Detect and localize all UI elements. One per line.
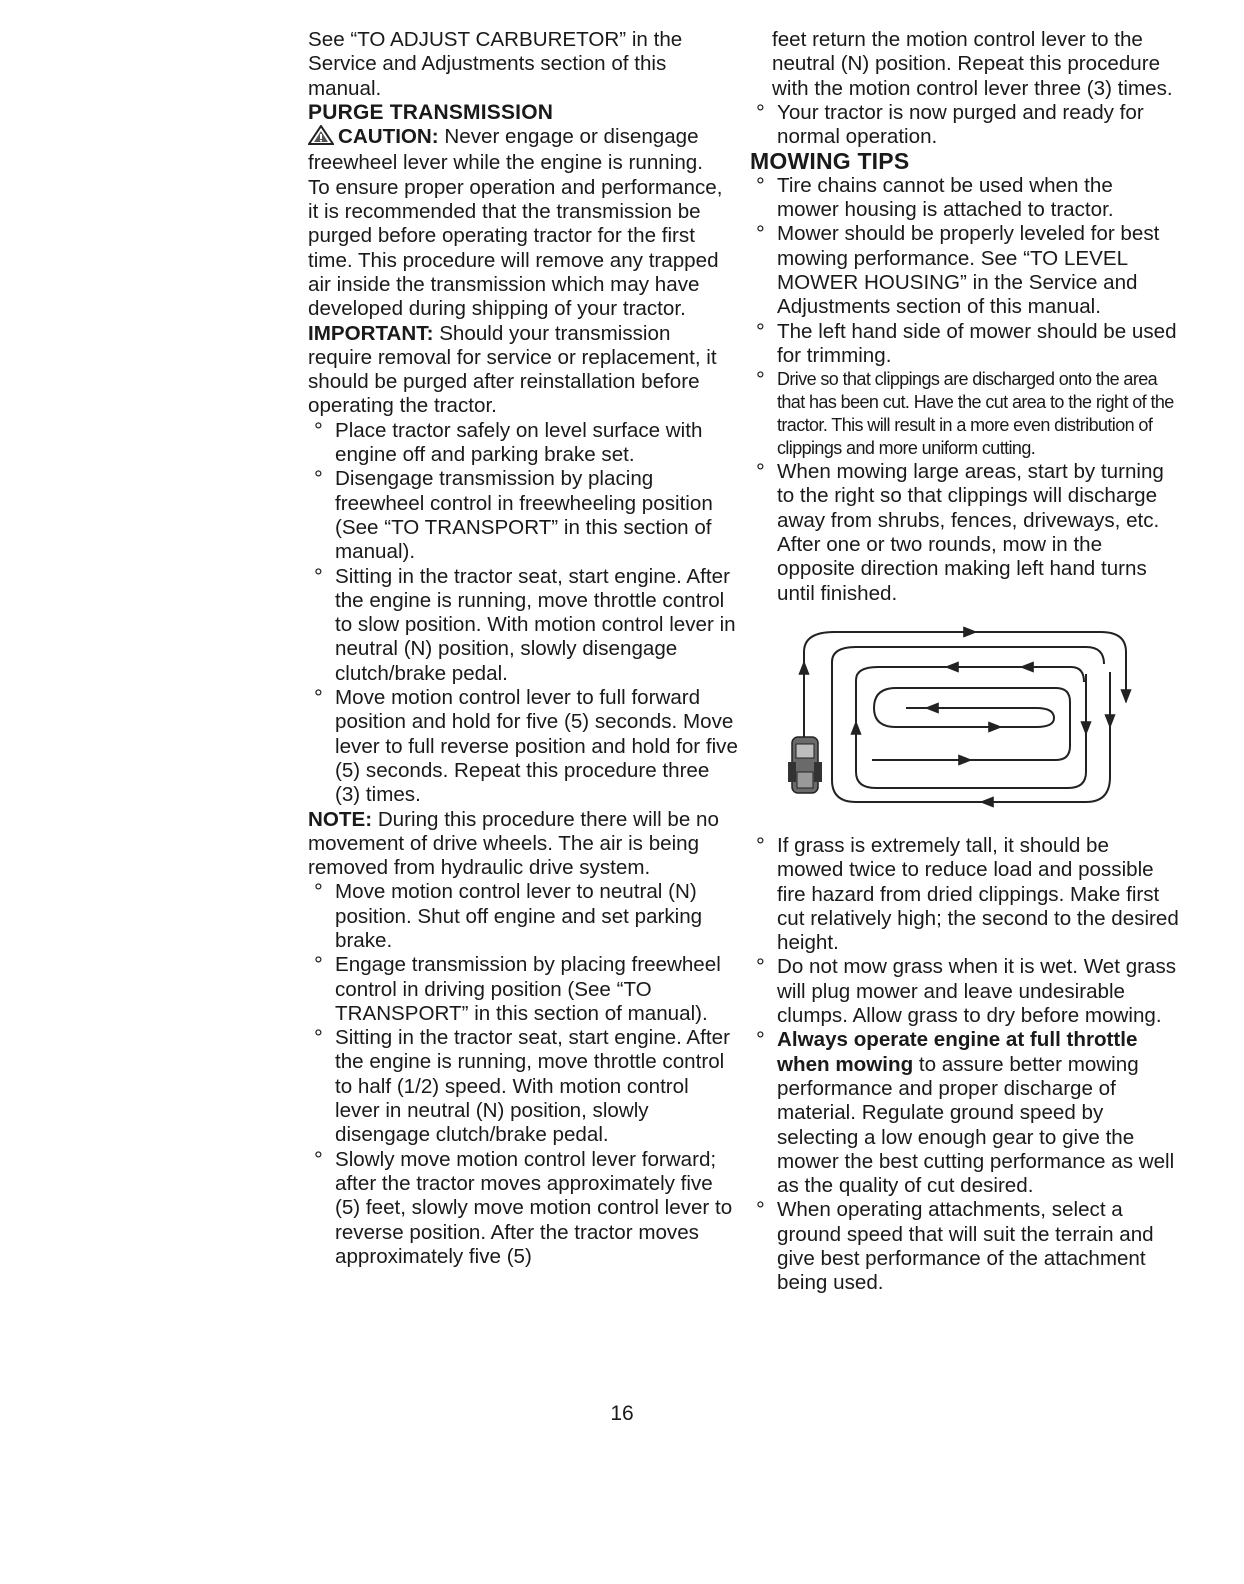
caution-paragraph bbox=[308, 125, 738, 176]
list-item bbox=[750, 1028, 1180, 1198]
list-item: ° When operating attachments, select a ground speed that will suit the terrain and give best performance of the attachment being used. bbox=[750, 1198, 1180, 1295]
important-paragraph bbox=[308, 322, 738, 419]
loop-2-path bbox=[832, 647, 1110, 802]
list-item: ° Engage transmission by placing freewheel control in driving position (See “TO TRANSPORT” in this section of manual). bbox=[308, 953, 738, 1026]
left-column bbox=[308, 28, 738, 1269]
right-column bbox=[750, 28, 1180, 1296]
list-item: ° Do not mow grass when it is wet. Wet grass will plug mower and leave undesirable clumps. Allow grass to dry before mowing. bbox=[750, 955, 1180, 1028]
throttle-text: to assure better mowing performance and proper discharge of material. Regulate ground speed by selecting a low enough gear to give the mower the best cutting performance as well as the quality of cut desired. bbox=[777, 1052, 1175, 1198]
purge-steps-list-b bbox=[308, 880, 738, 1269]
list-item: ° The left hand side of mower should be used for trimming. bbox=[750, 320, 1180, 369]
note-text: During this procedure there will be no movement of drive wheels. The air is being removed from hydraulic drive system. bbox=[308, 807, 719, 880]
list-item: ° Slowly move motion control lever forward; after the tractor moves approximately five (5) feet, slowly move motion control lever to reverse position. After the tractor moves approximately five (5) bbox=[308, 1148, 738, 1269]
throttle-bold-text: Always operate engine at full throttle when mowing bbox=[777, 1028, 1138, 1076]
list-item: ° Place tractor safely on level surface with engine off and parking brake set. bbox=[308, 419, 738, 468]
important-text: Should your transmission require removal for service or replacement, it should be purged after reinstallation before operating the tractor. bbox=[308, 321, 717, 418]
list-item: ° Disengage transmission by placing freewheel control in freewheeling position (See “TO TRANSPORT” in this section of manual). bbox=[308, 467, 738, 564]
purged-list bbox=[750, 101, 1180, 150]
purge-transmission-heading: PURGE TRANSMISSION bbox=[308, 100, 554, 124]
page-number: 16 bbox=[610, 1402, 634, 1425]
inner-spiral-path bbox=[872, 688, 1070, 760]
list-item: ° Move motion control lever to neutral (N) position. Shut off engine and set parking brake. bbox=[308, 880, 738, 953]
list-item: ° Tire chains cannot be used when the mower housing is attached to tractor. bbox=[750, 174, 1180, 223]
continuation-paragraph: feet return the motion control lever to the neutral (N) position. Repeat this procedure with the motion control lever three (3) times. bbox=[772, 28, 1173, 100]
list-item: ° Sitting in the tractor seat, start engine. After the engine is running, move throttle control to slow position. With motion control lever in neutral (N) position, slowly disengage clutch/brake pedal. bbox=[308, 565, 738, 686]
mowing-tips-list-a bbox=[750, 174, 1180, 606]
outer-path bbox=[804, 632, 1126, 740]
mowing-tips-list-b bbox=[750, 834, 1180, 1296]
caution-text: Never engage or disengage freewheel lever while the engine is running. bbox=[308, 125, 703, 175]
list-item: ° Sitting in the tractor seat, start engine. After the engine is running, move throttle control to half (1/2) speed. With motion control lever in neutral (N) position, slowly disengage clutch/brake pedal. bbox=[308, 1026, 738, 1147]
caution-label: CAUTION: bbox=[338, 125, 439, 149]
caution-triangle-icon bbox=[308, 125, 334, 151]
list-item: ° Move motion control lever to full forward position and hold for five (5) seconds. Move lever to full reverse position and hold for five (5) seconds. Repeat this procedure three (3) times. bbox=[308, 686, 738, 807]
list-item: ° Mower should be properly leveled for best mowing performance. See “TO LEVEL MOWER HOUSING” in the Service and Adjustments section of this manual. bbox=[750, 222, 1180, 319]
intro-paragraph: See “TO ADJUST CARBURETOR” in the Service and Adjustments section of this manual. bbox=[308, 28, 683, 100]
purge-paragraph: To ensure proper operation and performance, it is recommended that the transmission be purged before operating tractor for the first time. This procedure will remove any trapped air inside the transmission which may have developed during shipping of your tractor. bbox=[308, 175, 723, 321]
note-label: NOTE: bbox=[308, 807, 373, 831]
list-item: ° Your tractor is now purged and ready for normal operation. bbox=[750, 101, 1180, 150]
list-item: ° Drive so that clippings are discharged onto the area that has been cut. Have the cut area to the right of the tractor. This will result in a more even distribution of clippings and more uniform cutting. bbox=[750, 368, 1180, 460]
list-item: ° If grass is extremely tall, it should be mowed twice to reduce load and possible fire hazard from dried clippings. Make first cut relatively high; the second to the desired height. bbox=[750, 834, 1180, 955]
mowing-pattern-diagram bbox=[786, 622, 1136, 812]
tractor-icon bbox=[788, 737, 822, 793]
list-item: ° When mowing large areas, start by turning to the right so that clippings will discharge away from shrubs, fences, driveways, etc. After one or two rounds, mow in the opposite direction making left hand turns until finished. bbox=[750, 460, 1180, 606]
mowing-tips-heading: MOWING TIPS bbox=[750, 148, 910, 175]
purge-steps-list-a bbox=[308, 419, 738, 808]
important-label: IMPORTANT: bbox=[308, 321, 434, 345]
note-paragraph bbox=[308, 808, 738, 881]
